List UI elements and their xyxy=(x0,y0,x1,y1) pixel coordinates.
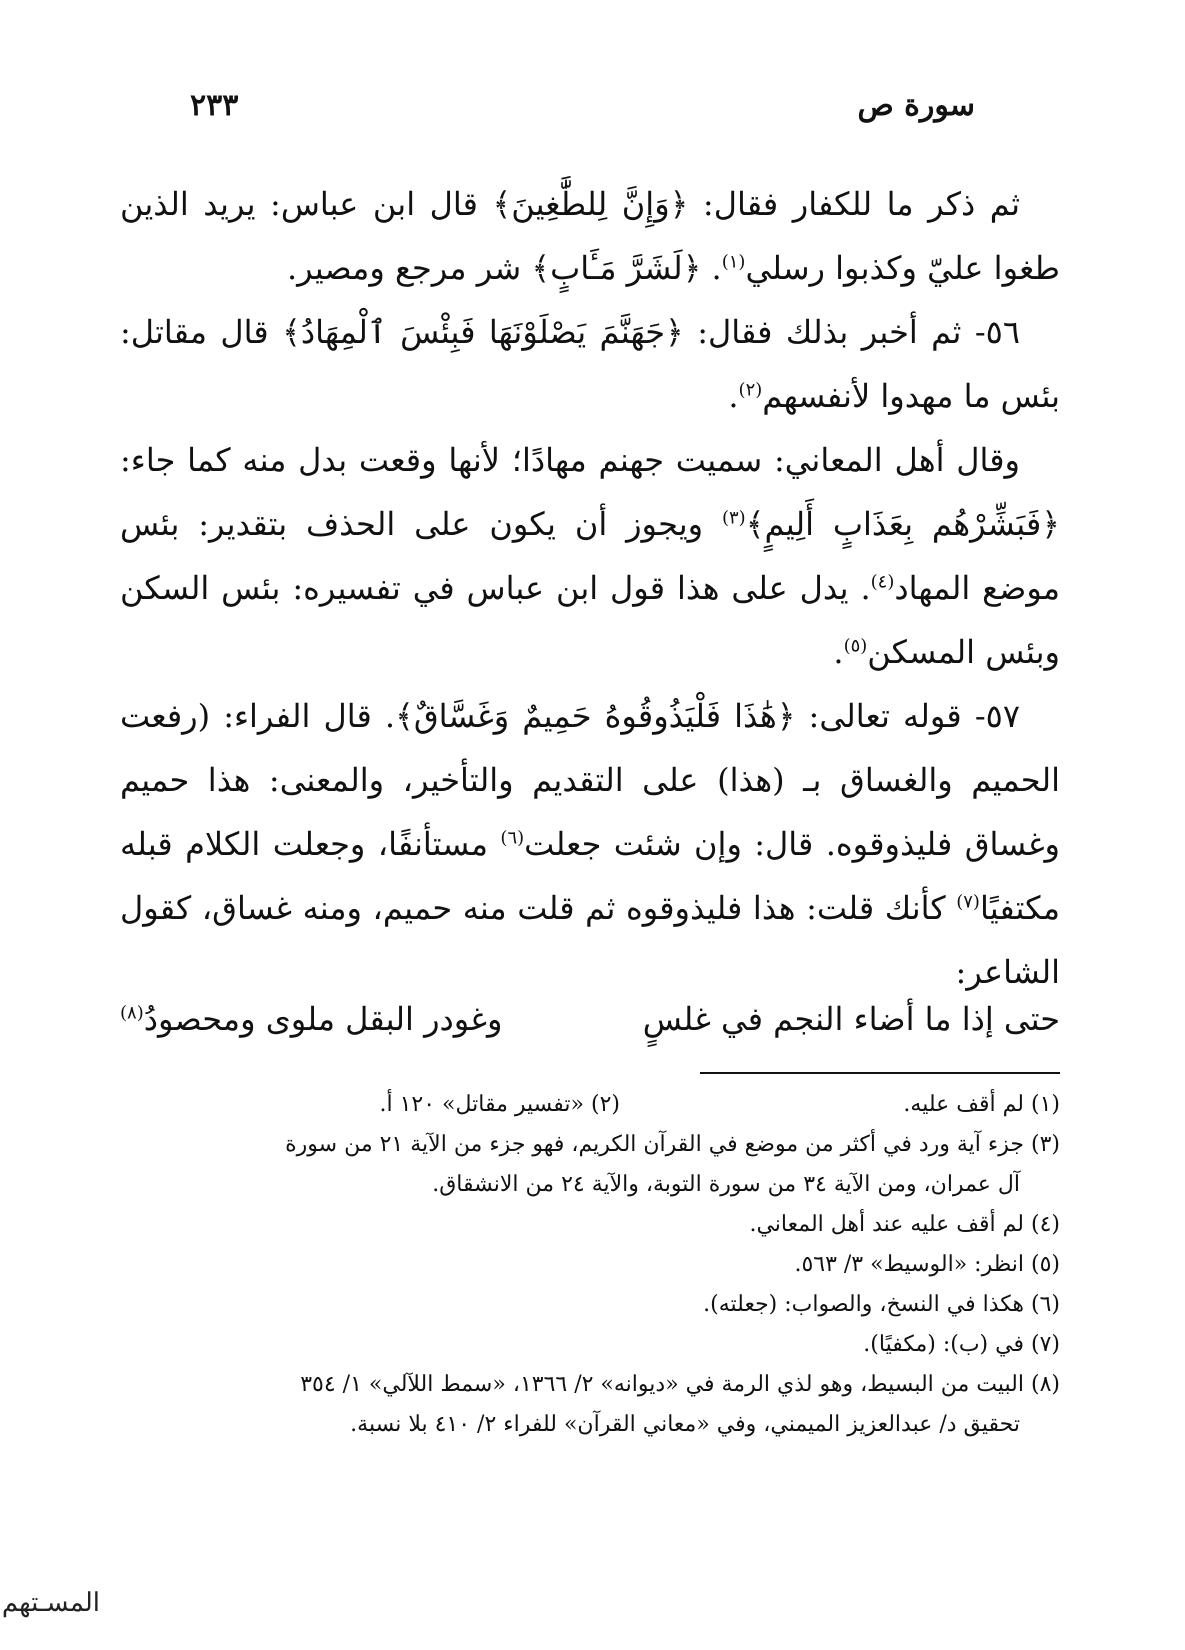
publisher-logo: المسـتهم xyxy=(1,1588,100,1618)
footnote-2: (٢) «تفسير مقاتل» ١٢٠ أ. xyxy=(379,1092,620,1117)
verse-hemistich-second xyxy=(120,1000,502,1038)
main-text xyxy=(120,172,1060,1004)
footnote-3 xyxy=(120,1125,1060,1205)
footnote-5: (٥) انظر: «الوسيط» ٣/ ٥٦٣. xyxy=(794,1252,1060,1277)
paragraph: وقال أهل المعاني: سميت جهنم مهادًا؛ لأنها وقعت بدل منه كما جاء: ﴿فَبَشِّرْهُم بِعَذَابٍ أَلِيمٍ﴾$^{(٣)}$ ويجوز أن يكون على الحذف بتقدير: بئس موضع المهاد$^{(٤)}$. يدل على هذا قول ابن عباس في تفسيره: بئس السكن وبئس المسكن$^{(٥)}$. xyxy=(120,441,1061,671)
footnote-8 xyxy=(120,1365,1060,1445)
footnote-3-line-2: آل عمران، ومن الآية ٣٤ من سورة التوبة، والآية ٢٤ من الانشقاق. xyxy=(432,1172,1020,1197)
page-header xyxy=(190,88,975,138)
verse-hemistich-second-text: وغودر البقل ملوى ومحصودُ xyxy=(143,1000,503,1038)
footnote-1: (١) لم أقف عليه. xyxy=(903,1092,1060,1117)
footnote-mark: (٨) xyxy=(120,1002,144,1024)
footnote-row xyxy=(120,1085,1060,1125)
poetry-verse xyxy=(120,1000,1060,1060)
footnote-6: (٦) هكذا في النسخ، والصواب: (جعلته). xyxy=(703,1292,1060,1317)
page-number: ٢٣٣ xyxy=(190,88,239,123)
surah-title: سورة ص xyxy=(857,88,975,123)
footnotes xyxy=(120,1085,1060,1445)
paragraph: ٥٦- ثم أخبر بذلك فقال: ﴿جَهَنَّمَ يَصْلَوْنَهَا فَبِئْسَ ٱلْمِهَادُ﴾ قال مقاتل: بئس ما مهدوا لأنفسهم$^{(٢)}$. xyxy=(120,313,1060,415)
footnote-divider xyxy=(700,1072,1060,1074)
footnote-3-line-1: (٣) جزء آية ورد في أكثر من موضع في القرآن الكريم، فهو جزء من الآية ٢١ من سورة xyxy=(285,1132,1060,1157)
paragraph: ثم ذكر ما للكفار فقال: ﴿وَإِنَّ لِلطَّٰغِينَ﴾ قال ابن عباس: يريد الذين طغوا عليّ وكذبوا رسلي$^{(١)}$. ﴿لَشَرَّ مَـَٔابٍ﴾ شر مرجع ومصير. xyxy=(120,185,1060,287)
paragraph: ٥٧- قوله تعالى: ﴿هَٰذَا فَلْيَذُوقُوهُ حَمِيمٌ وَغَسَّاقٌ﴾. قال الفراء: (رفعت الحميم والغساق بـ (هذا) على التقديم والتأخير، والمعنى: هذا حميم وغساق فليذوقوه. قال: وإن شئت جعلت$^{(٦)}$ مستأنفًا، وجعلت الكلام قبله مكتفيًا$^{(٧)}$ كأنك قلت: هذا فليذوقوه ثم قلت منه حميم، ومنه غساق، كقول الشاعر: xyxy=(120,697,1061,991)
footnote-7: (٧) في (ب): (مكفيًا). xyxy=(863,1332,1060,1357)
footnote-8-line-1: (٨) البيت من البسيط، وهو لذي الرمة في «ديوانه» ٢/ ١٣٦٦، «سمط اللآلي» ١/ ٣٥٤ xyxy=(300,1372,1060,1397)
footnote-4: (٤) لم أقف عليه عند أهل المعاني. xyxy=(749,1212,1060,1237)
verse-hemistich-first: حتى إذا ما أضاء النجم في غلسٍ xyxy=(642,1000,1060,1038)
footnote-8-line-2: تحقيق د/ عبدالعزيز الميمني، وفي «معاني القرآن» للفراء ٢/ ٤١٠ بلا نسبة. xyxy=(350,1412,1020,1437)
